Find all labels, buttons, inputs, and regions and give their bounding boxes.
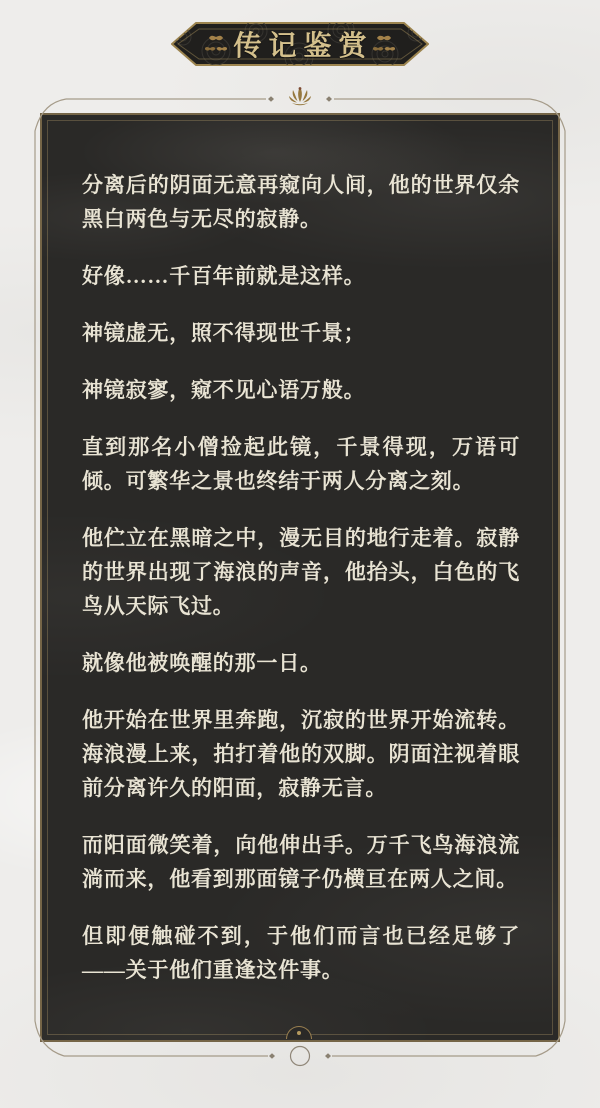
story-paragraph: 神镜寂寥，窥不见心语万般。	[82, 378, 366, 402]
frame-tick	[326, 96, 332, 102]
biography-panel[interactable]	[40, 113, 560, 1042]
frame-tick	[268, 96, 274, 102]
story-paragraph: 但即便触碰不到，于他们而言也已经足够了——关于他们重逢这件事。	[82, 924, 520, 982]
story-paragraph: 就像他被唤醒的那一日。	[82, 651, 322, 675]
header-banner	[171, 21, 429, 67]
lotus-icon	[289, 87, 311, 105]
story-paragraph: 好像……千百年前就是这样。	[82, 264, 366, 288]
page-title: 传记鉴赏	[233, 31, 374, 62]
ring-ornament-icon	[291, 1047, 310, 1066]
frame-tick	[269, 1053, 275, 1059]
story-paragraph: 他开始在世界里奔跑，沉寂的世界开始流转。海浪漫上来，拍打着他的双脚。阴面注视着眼前分离许久的阳面，寂静无言。	[82, 708, 520, 800]
half-disc-notch-icon	[286, 1026, 312, 1039]
frame-tick	[325, 1053, 331, 1059]
story-paragraph: 而阳面微笑着，向他伸出手。万千飞鸟海浪流淌而来，他看到那面镜子仍横亘在两人之间。	[82, 833, 520, 891]
story-paragraph: 直到那名小僧捡起此镜，千景得现，万语可倾。可繁华之景也终结于两人分离之刻。	[82, 435, 520, 493]
story-paragraph: 神镜虚无，照不得现世千景；	[82, 321, 366, 345]
story-paragraph: 分离后的阴面无意再窥向人间，他的世界仅余黑白两色与无尽的寂静。	[82, 173, 520, 231]
story-paragraph: 他伫立在黑暗之中，漫无目的地行走着。寂静的世界出现了海浪的声音，他抬头，白色的飞鸟从天际飞过。	[82, 526, 520, 618]
